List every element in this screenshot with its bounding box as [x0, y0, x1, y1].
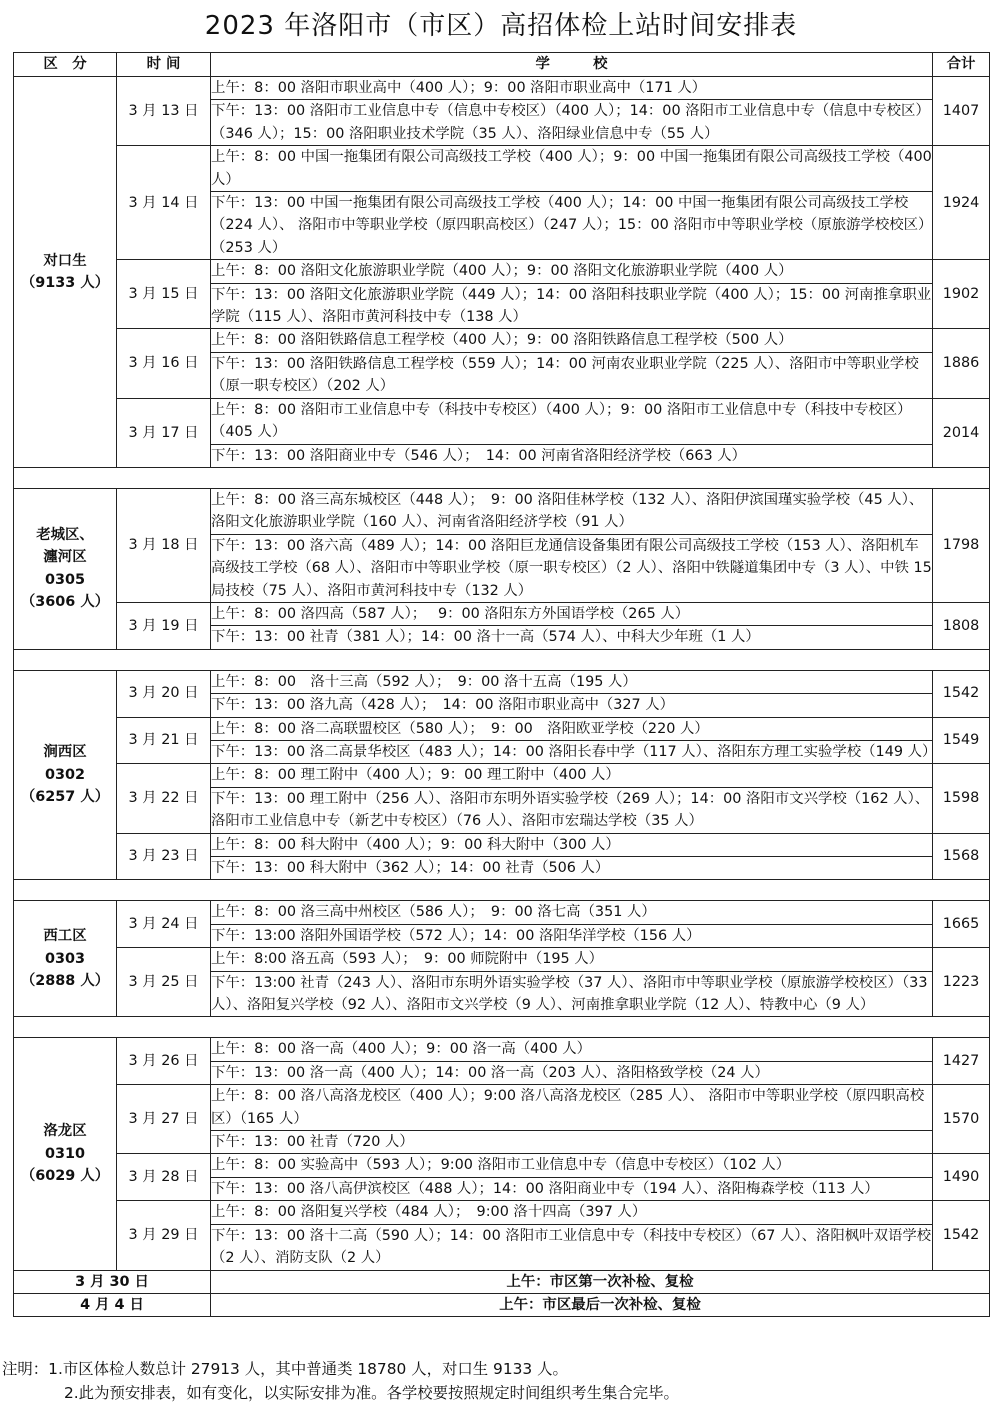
total-cell: 2014: [933, 398, 990, 467]
table-row: [14, 488, 990, 534]
date-cell: 3 月 26 日: [117, 1038, 211, 1085]
table-row: [14, 670, 990, 693]
total-cell: 1570: [933, 1085, 990, 1154]
separator-row: [14, 1017, 990, 1038]
table-row: [14, 146, 990, 192]
district-cell: 西工区 0303 （2888 人）: [14, 901, 117, 1017]
footer-date-cell: 3 月 30 日: [14, 1270, 211, 1293]
note-line: 2.此为预安排表，如有变化，以实际安排为准。各学校要按照规定时间组织考生集合完毕。: [64, 1384, 679, 1402]
session-cell: 上午：8：00 洛三高东城校区（448 人）； 9：00 洛阳佳林学校（132 人）、洛阳伊滨国瑾实验学校（45 人）、洛阳文化旅游职业学院（160 人）、河南省洛阳经济学校（91 人）: [211, 488, 933, 534]
session-cell: 上午：8：00 洛一高（400 人）；9：00 洛一高（400 人）: [211, 1038, 933, 1061]
date-cell: 3 月 19 日: [117, 602, 211, 649]
separator-row: [14, 467, 990, 488]
total-cell: 1407: [933, 77, 990, 146]
date-cell: 3 月 29 日: [117, 1201, 211, 1270]
total-cell: 1808: [933, 602, 990, 649]
schedule-body: [14, 77, 990, 1317]
session-cell: 下午：13：00 洛阳市工业信息中专（信息中专校区）（400 人）；14：00 洛阳市工业信息中专（信息中专校区）（346 人）；15：00 洛阳职业技术学院（35 人）、洛阳绿业信息中专（55 人）: [211, 100, 933, 146]
session-cell: 上午：8：00 洛阳铁路信息工程学校（400 人）；9：00 洛阳铁路信息工程学校（500 人）: [211, 329, 933, 352]
separator-cell: [14, 880, 990, 901]
session-cell: 上午：8：00 洛三高中州校区（586 人）； 9：00 洛七高（351 人）: [211, 901, 933, 924]
session-cell: 下午：13：00 中国一拖集团有限公司高级技工学校（400 人）；14：00 中国一拖集团有限公司高级技工学校（224 人）、 洛阳市中等职业学校（原四职高校区）（247 人）；15：00 洛阳市中等职业学校（原旅游学校校区）（253 人）: [211, 192, 933, 260]
footer-row: [14, 1270, 990, 1293]
session-cell: 上午：8：00 洛阳复兴学校（484 人）； 9:00 洛十四高（397 人）: [211, 1201, 933, 1224]
header-total: 合计: [933, 53, 990, 77]
session-cell: 下午：13：00 洛一高（400 人）；14：00 洛一高（203 人）、洛阳格致学校（24 人）: [211, 1061, 933, 1084]
session-cell: 下午：13：00 社青（720 人）: [211, 1131, 933, 1154]
page-title: 2023 年洛阳市（市区）高招体检上站时间安排表: [204, 11, 798, 41]
date-cell: 3 月 22 日: [117, 764, 211, 833]
separator-row: [14, 649, 990, 670]
session-cell: 下午：13：00 洛阳商业中专（546 人）； 14：00 河南省洛阳经济学校（663 人）: [211, 444, 933, 467]
session-cell: 下午：13:00 洛阳外国语学校（572 人）；14：00 洛阳华洋学校（156 人）: [211, 924, 933, 947]
session-cell: 下午：13：00 洛十二高（590 人）；14：00 洛阳市工业信息中专（科技中专校区）（67 人）、洛阳枫叶双语学校（2 人）、消防支队（2 人）: [211, 1224, 933, 1270]
session-cell: 上午：8：00 洛十三高（592 人）； 9：00 洛十五高（195 人）: [211, 670, 933, 693]
table-row: [14, 764, 990, 787]
date-cell: 3 月 14 日: [117, 146, 211, 260]
session-cell: 下午：13：00 洛二高景华校区（483 人）；14：00 洛阳长春中学（117 人）、洛阳东方理工实验学校（149 人）: [211, 740, 933, 763]
session-cell: 上午：8：00 洛四高（587 人）； 9：00 洛阳东方外国语学校（265 人）: [211, 602, 933, 625]
table-row: [14, 901, 990, 924]
table-row: [14, 602, 990, 625]
total-cell: 1924: [933, 146, 990, 260]
separator-cell: [14, 649, 990, 670]
session-cell: 上午：8：00 洛阳文化旅游职业学院（400 人）；9：00 洛阳文化旅游职业学院（400 人）: [211, 260, 933, 283]
date-cell: 3 月 28 日: [117, 1154, 211, 1201]
date-cell: 3 月 15 日: [117, 260, 211, 329]
footer-date-cell: 4 月 4 日: [14, 1293, 211, 1316]
separator-cell: [14, 467, 990, 488]
total-cell: 1549: [933, 717, 990, 764]
note-line: 注明：1.市区体检人数总计 27913 人，其中普通类 18780 人，对口生 9133 人。: [2, 1360, 568, 1378]
date-cell: 3 月 25 日: [117, 948, 211, 1017]
session-cell: 上午：8：00 实验高中（593 人）；9:00 洛阳市工业信息中专（信息中专校区）（102 人）: [211, 1154, 933, 1177]
table-header-row: [14, 53, 990, 77]
table-row: [14, 1154, 990, 1177]
session-cell: 上午：8：00 洛八高洛龙校区（400 人）；9:00 洛八高洛龙校区（285 人）、 洛阳市中等职业学校（原四职高校区）（165 人）: [211, 1085, 933, 1131]
district-cell: 涧西区 0302 （6257 人）: [14, 670, 117, 880]
session-cell: 下午：13：00 洛阳铁路信息工程学校（559 人）；14：00 河南农业职业学院（225 人）、洛阳市中等职业学校（原一职专校区）（202 人）: [211, 352, 933, 398]
session-cell: 下午：13：00 理工附中（256 人）、洛阳市东明外语实验学校（269 人）；14：00 洛阳市文兴学校（162 人）、洛阳市工业信息中专（新艺中专校区）（76 人）、洛阳市宏瑞达学校（35 人）: [211, 787, 933, 833]
date-cell: 3 月 27 日: [117, 1085, 211, 1154]
total-cell: 1542: [933, 670, 990, 717]
header-time: 时 间: [117, 53, 211, 77]
schedule-table: [13, 52, 990, 1317]
session-cell: 上午：8：00 洛二高联盟校区（580 人）； 9：00 洛阳欧亚学校（220 人）: [211, 717, 933, 740]
total-cell: 1902: [933, 260, 990, 329]
session-cell: 下午：13：00 洛阳文化旅游职业学院（449 人）；14：00 洛阳科技职业学院（400 人）；15：00 河南推拿职业学院（115 人）、洛阳市黄河科技中专（138 人）: [211, 283, 933, 329]
total-cell: 1223: [933, 948, 990, 1017]
header-district: 区 分: [14, 53, 117, 77]
district-cell: 老城区、 瀍河区 0305 （3606 人）: [14, 488, 117, 649]
table-row: [14, 717, 990, 740]
district-cell: 洛龙区 0310 （6029 人）: [14, 1038, 117, 1270]
table-row: [14, 1085, 990, 1131]
header-school: 学 校: [211, 53, 933, 77]
session-cell: 上午：8：00 洛阳市职业高中（400 人）；9：00 洛阳市职业高中（171 人）: [211, 77, 933, 100]
date-cell: 3 月 17 日: [117, 398, 211, 467]
table-row: [14, 77, 990, 100]
total-cell: 1598: [933, 764, 990, 833]
session-cell: 上午：8：00 理工附中（400 人）；9：00 理工附中（400 人）: [211, 764, 933, 787]
total-cell: 1665: [933, 901, 990, 948]
session-cell: 上午：8：00 科大附中（400 人）；9：00 科大附中（300 人）: [211, 833, 933, 856]
date-cell: 3 月 13 日: [117, 77, 211, 146]
session-cell: 上午：8：00 洛阳市工业信息中专（科技中专校区）（400 人）；9：00 洛阳市工业信息中专（科技中专校区）（405 人）: [211, 398, 933, 444]
footer-row: [14, 1293, 990, 1316]
session-cell: 下午：13：00 洛九高（428 人）； 14：00 洛阳市职业高中（327 人）: [211, 694, 933, 717]
table-row: [14, 948, 990, 971]
total-cell: 1568: [933, 833, 990, 880]
table-row: [14, 1038, 990, 1061]
date-cell: 3 月 21 日: [117, 717, 211, 764]
separator-cell: [14, 1017, 990, 1038]
session-cell: 下午：13:00 社青（243 人）、洛阳市东明外语实验学校（37 人）、洛阳市中等职业学校（原旅游学校校区）（33 人）、洛阳复兴学校（92 人）、洛阳市文兴学校（9 人）、河南推拿职业学院（12 人）、特教中心（9 人）: [211, 971, 933, 1017]
total-cell: 1542: [933, 1201, 990, 1270]
session-cell: 上午：8：00 中国一拖集团有限公司高级技工学校（400 人）；9：00 中国一拖集团有限公司高级技工学校（400 人）: [211, 146, 933, 192]
session-cell: 下午：13：00 洛八高伊滨校区（488 人）；14：00 洛阳商业中专（194 人）、洛阳梅森学校（113 人）: [211, 1177, 933, 1200]
session-cell: 下午：13：00 科大附中（362 人）；14：00 社青（506 人）: [211, 857, 933, 880]
total-cell: 1427: [933, 1038, 990, 1085]
footer-note-cell: 上午：市区最后一次补检、复检: [211, 1293, 990, 1316]
district-cell: 对口生 （9133 人）: [14, 77, 117, 468]
table-row: [14, 329, 990, 352]
notes: [2, 1357, 1002, 1405]
table-row: [14, 260, 990, 283]
session-cell: 下午：13：00 社青（381 人）；14：00 洛十一高（574 人）、中科大少年班（1 人）: [211, 626, 933, 649]
date-cell: 3 月 23 日: [117, 833, 211, 880]
total-cell: 1490: [933, 1154, 990, 1201]
date-cell: 3 月 18 日: [117, 488, 211, 602]
date-cell: 3 月 24 日: [117, 901, 211, 948]
table-row: [14, 1201, 990, 1224]
table-row: [14, 833, 990, 856]
table-row: [14, 398, 990, 444]
total-cell: 1886: [933, 329, 990, 398]
session-cell: 下午：13：00 洛六高（489 人）；14：00 洛阳巨龙通信设备集团有限公司高级技工学校（153 人）、洛阳机车高级技工学校（68 人）、洛阳市中等职业学校（原一职专校区）（2 人）、洛阳中铁隧道集团中专（3 人）、中铁 15 局技校（75 人）、洛阳市黄河科技中专（132 人）: [211, 534, 933, 602]
footer-note-cell: 上午：市区第一次补检、复检: [211, 1270, 990, 1293]
session-cell: 上午：8:00 洛五高（593 人）； 9：00 师院附中（195 人）: [211, 948, 933, 971]
date-cell: 3 月 20 日: [117, 670, 211, 717]
separator-row: [14, 880, 990, 901]
total-cell: 1798: [933, 488, 990, 602]
date-cell: 3 月 16 日: [117, 329, 211, 398]
